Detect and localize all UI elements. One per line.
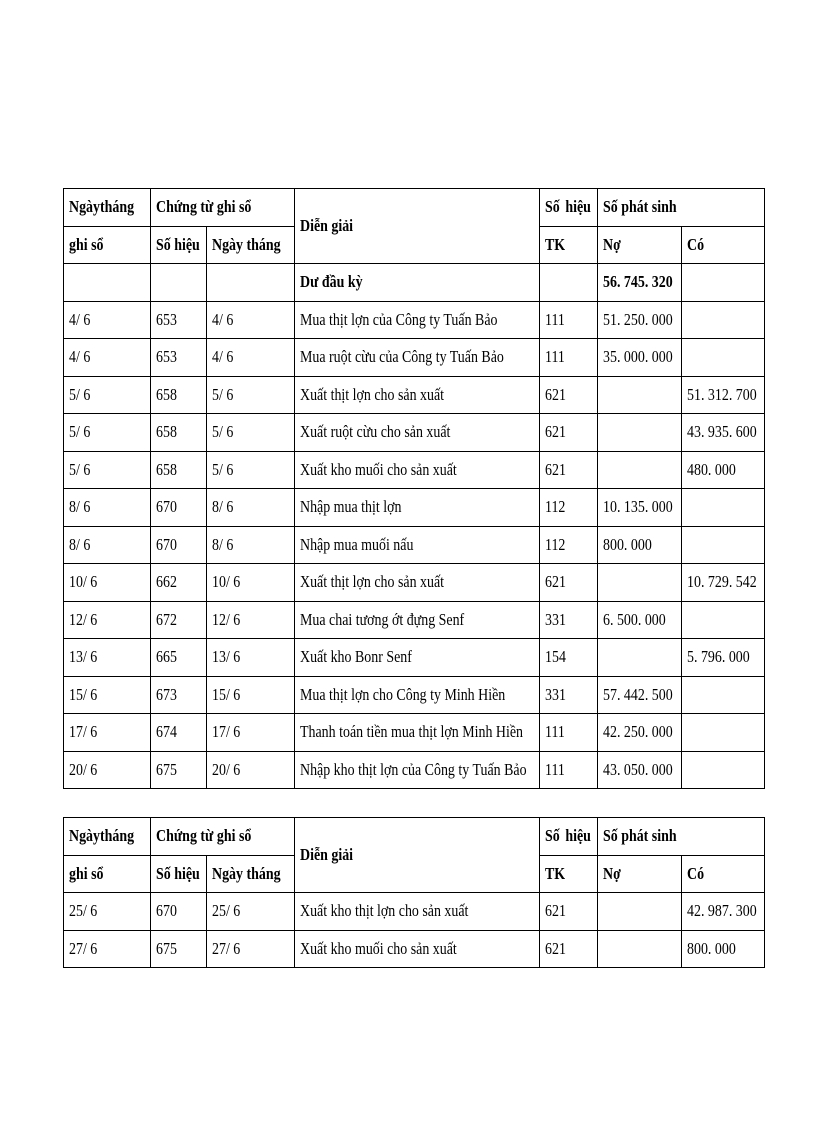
row-account: 621 bbox=[540, 451, 598, 489]
row-description: Nhập mua muối nấu bbox=[295, 526, 540, 564]
row-account: 111 bbox=[540, 339, 598, 377]
table-row bbox=[64, 414, 765, 452]
row-credit bbox=[682, 751, 765, 789]
row-date: 27/ 6 bbox=[64, 930, 151, 968]
row-voucher-date: 10/ 6 bbox=[207, 564, 295, 602]
table-row bbox=[64, 714, 765, 752]
row-description: Xuất kho muối cho sản xuất bbox=[295, 451, 540, 489]
table-row bbox=[64, 676, 765, 714]
row-voucher-no: 665 bbox=[151, 639, 207, 677]
header-voucher: Chứng từ ghi sổ bbox=[151, 189, 295, 227]
row-date: 12/ 6 bbox=[64, 601, 151, 639]
row-credit bbox=[682, 301, 765, 339]
row-account: 112 bbox=[540, 489, 598, 527]
row-date: 17/ 6 bbox=[64, 714, 151, 752]
row-voucher-no: 662 bbox=[151, 564, 207, 602]
row-account: 112 bbox=[540, 526, 598, 564]
row-credit bbox=[682, 489, 765, 527]
header-date-line2: ghi sổ bbox=[64, 855, 151, 893]
header-description: Diễn giải bbox=[295, 818, 540, 893]
table-row bbox=[64, 639, 765, 677]
row-description: Nhập kho thịt lợn của Công ty Tuấn Bảo bbox=[295, 751, 540, 789]
row-description: Mua ruột cừu của Công ty Tuấn Bảo bbox=[295, 339, 540, 377]
row-voucher-date: 5/ 6 bbox=[207, 414, 295, 452]
row-account: 621 bbox=[540, 376, 598, 414]
row-voucher-date: 17/ 6 bbox=[207, 714, 295, 752]
row-debit bbox=[598, 451, 682, 489]
table-row bbox=[64, 301, 765, 339]
row-account: 621 bbox=[540, 893, 598, 931]
header-voucher-date: Ngày tháng bbox=[207, 226, 295, 264]
row-debit: 51. 250. 000 bbox=[598, 301, 682, 339]
header-date-line2: ghi sổ bbox=[64, 226, 151, 264]
row-description: Xuất kho Bonr Senf bbox=[295, 639, 540, 677]
row-voucher-date: 25/ 6 bbox=[207, 893, 295, 931]
row-description: Xuất kho thịt lợn cho sản xuất bbox=[295, 893, 540, 931]
row-description: Mua thịt lợn cho Công ty Minh Hiền bbox=[295, 676, 540, 714]
row-account: 111 bbox=[540, 714, 598, 752]
row-date: 13/ 6 bbox=[64, 639, 151, 677]
table-body bbox=[64, 893, 765, 968]
header-voucher-no: Số hiệu bbox=[151, 855, 207, 893]
row-voucher-date: 12/ 6 bbox=[207, 601, 295, 639]
row-credit bbox=[682, 526, 765, 564]
row-debit bbox=[598, 414, 682, 452]
table-row bbox=[64, 893, 765, 931]
ledger-table-1 bbox=[63, 188, 765, 789]
row-credit bbox=[682, 676, 765, 714]
header-voucher-no: Số hiệu bbox=[151, 226, 207, 264]
table-row bbox=[64, 376, 765, 414]
table-row bbox=[64, 526, 765, 564]
table-row bbox=[64, 451, 765, 489]
row-account: 111 bbox=[540, 751, 598, 789]
row-debit: 10. 135. 000 bbox=[598, 489, 682, 527]
row-debit bbox=[598, 564, 682, 602]
row-date: 20/ 6 bbox=[64, 751, 151, 789]
row-voucher-no: 675 bbox=[151, 930, 207, 968]
row-debit: 800. 000 bbox=[598, 526, 682, 564]
row-date: 5/ 6 bbox=[64, 414, 151, 452]
row-description: Xuất thịt lợn cho sản xuất bbox=[295, 376, 540, 414]
row-debit: 6. 500. 000 bbox=[598, 601, 682, 639]
row-voucher-no: 658 bbox=[151, 414, 207, 452]
row-credit bbox=[682, 714, 765, 752]
row-debit bbox=[598, 376, 682, 414]
table-row bbox=[64, 489, 765, 527]
row-account: 154 bbox=[540, 639, 598, 677]
row-date: 4/ 6 bbox=[64, 301, 151, 339]
header-credit: Có bbox=[682, 855, 765, 893]
header-account-tk: TK bbox=[540, 226, 598, 264]
row-voucher-date: 4/ 6 bbox=[207, 339, 295, 377]
row-account: 621 bbox=[540, 930, 598, 968]
header-voucher-date: Ngày tháng bbox=[207, 855, 295, 893]
opening-balance-row bbox=[64, 264, 765, 302]
table-header bbox=[64, 818, 765, 893]
row-credit: 5. 796. 000 bbox=[682, 639, 765, 677]
header-account: Số hiệu bbox=[540, 189, 598, 227]
header-account: Số hiệu bbox=[540, 818, 598, 856]
row-credit: 42. 987. 300 bbox=[682, 893, 765, 931]
row-voucher-no: 675 bbox=[151, 751, 207, 789]
row-date: 10/ 6 bbox=[64, 564, 151, 602]
row-description: Mua chai tương ớt đựng Senf bbox=[295, 601, 540, 639]
row-account: 331 bbox=[540, 601, 598, 639]
table-row bbox=[64, 930, 765, 968]
row-voucher-date: 13/ 6 bbox=[207, 639, 295, 677]
row-voucher-no: 653 bbox=[151, 339, 207, 377]
row-description: Mua thịt lợn của Công ty Tuấn Bảo bbox=[295, 301, 540, 339]
opening-debit: 56. 745. 320 bbox=[598, 264, 682, 302]
row-date: 5/ 6 bbox=[64, 376, 151, 414]
header-date: Ngày tháng bbox=[64, 818, 151, 856]
row-voucher-date: 4/ 6 bbox=[207, 301, 295, 339]
row-credit: 51. 312. 700 bbox=[682, 376, 765, 414]
row-voucher-date: 5/ 6 bbox=[207, 451, 295, 489]
row-voucher-no: 670 bbox=[151, 893, 207, 931]
row-voucher-date: 15/ 6 bbox=[207, 676, 295, 714]
row-date: 4/ 6 bbox=[64, 339, 151, 377]
row-description: Xuất kho muối cho sản xuất bbox=[295, 930, 540, 968]
row-voucher-date: 27/ 6 bbox=[207, 930, 295, 968]
row-account: 621 bbox=[540, 414, 598, 452]
header-description: Diễn giải bbox=[295, 189, 540, 264]
row-credit: 10. 729. 542 bbox=[682, 564, 765, 602]
row-date: 25/ 6 bbox=[64, 893, 151, 931]
row-debit: 57. 442. 500 bbox=[598, 676, 682, 714]
table-row bbox=[64, 339, 765, 377]
row-debit: 35. 000. 000 bbox=[598, 339, 682, 377]
row-credit: 480. 000 bbox=[682, 451, 765, 489]
opening-label: Dư đầu kỳ bbox=[295, 264, 540, 302]
row-voucher-no: 670 bbox=[151, 526, 207, 564]
row-credit bbox=[682, 601, 765, 639]
row-voucher-date: 5/ 6 bbox=[207, 376, 295, 414]
header-voucher: Chứng từ ghi sổ bbox=[151, 818, 295, 856]
header-date: Ngày tháng bbox=[64, 189, 151, 227]
row-voucher-no: 673 bbox=[151, 676, 207, 714]
ledger-table-2 bbox=[63, 817, 765, 968]
row-voucher-no: 670 bbox=[151, 489, 207, 527]
table-row bbox=[64, 564, 765, 602]
row-description: Xuất thịt lợn cho sản xuất bbox=[295, 564, 540, 602]
row-debit bbox=[598, 893, 682, 931]
row-voucher-date: 8/ 6 bbox=[207, 526, 295, 564]
row-credit: 800. 000 bbox=[682, 930, 765, 968]
table-header bbox=[64, 189, 765, 264]
table-row bbox=[64, 751, 765, 789]
header-debit: Nợ bbox=[598, 226, 682, 264]
row-debit bbox=[598, 930, 682, 968]
row-description: Xuất ruột cừu cho sản xuất bbox=[295, 414, 540, 452]
row-voucher-no: 674 bbox=[151, 714, 207, 752]
row-debit: 43. 050. 000 bbox=[598, 751, 682, 789]
row-account: 111 bbox=[540, 301, 598, 339]
header-amount: Số phát sinh bbox=[598, 818, 765, 856]
row-account: 331 bbox=[540, 676, 598, 714]
row-date: 8/ 6 bbox=[64, 526, 151, 564]
row-voucher-date: 20/ 6 bbox=[207, 751, 295, 789]
header-account-tk: TK bbox=[540, 855, 598, 893]
header-debit: Nợ bbox=[598, 855, 682, 893]
table-row bbox=[64, 601, 765, 639]
row-voucher-no: 658 bbox=[151, 376, 207, 414]
row-debit: 42. 250. 000 bbox=[598, 714, 682, 752]
row-voucher-date: 8/ 6 bbox=[207, 489, 295, 527]
row-date: 8/ 6 bbox=[64, 489, 151, 527]
row-description: Nhập mua thịt lợn bbox=[295, 489, 540, 527]
header-amount: Số phát sinh bbox=[598, 189, 765, 227]
row-date: 5/ 6 bbox=[64, 451, 151, 489]
row-credit: 43. 935. 600 bbox=[682, 414, 765, 452]
row-debit bbox=[598, 639, 682, 677]
row-voucher-no: 658 bbox=[151, 451, 207, 489]
table-body bbox=[64, 264, 765, 789]
row-description: Thanh toán tiền mua thịt lợn Minh Hiền bbox=[295, 714, 540, 752]
row-voucher-no: 653 bbox=[151, 301, 207, 339]
header-credit: Có bbox=[682, 226, 765, 264]
row-voucher-no: 672 bbox=[151, 601, 207, 639]
row-credit bbox=[682, 339, 765, 377]
row-account: 621 bbox=[540, 564, 598, 602]
row-date: 15/ 6 bbox=[64, 676, 151, 714]
